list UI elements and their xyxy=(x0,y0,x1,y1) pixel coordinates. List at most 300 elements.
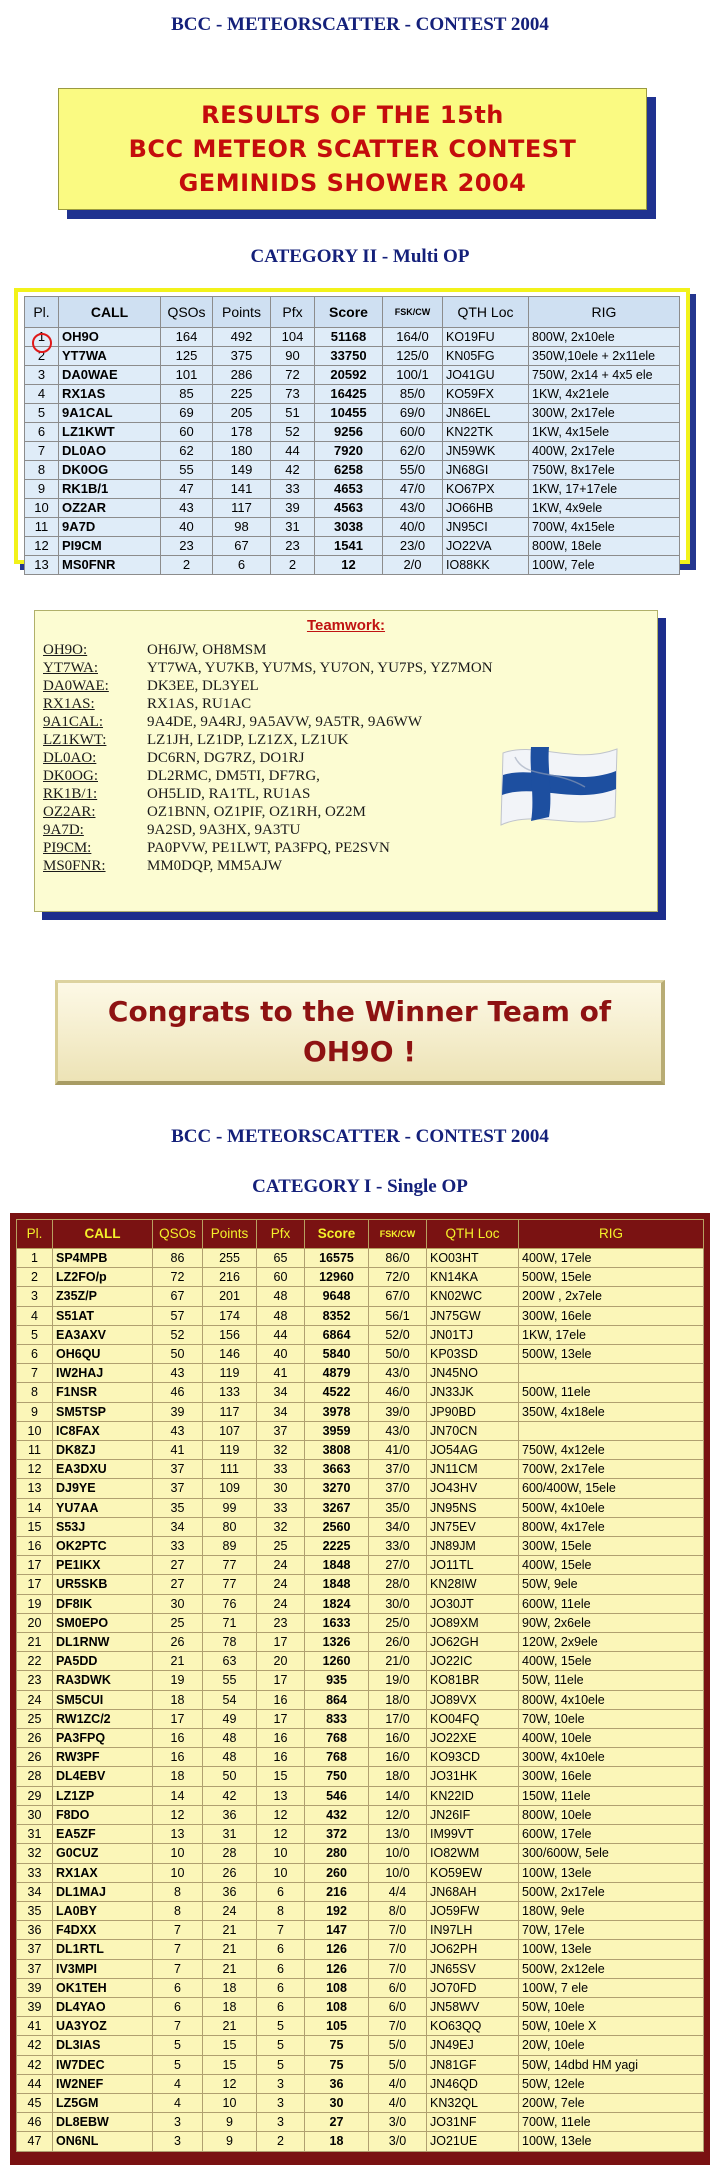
cell-fsk-cw: 46/0 xyxy=(369,1383,427,1402)
cell-place: 8 xyxy=(17,1383,53,1402)
cell-pfx: 72 xyxy=(271,366,315,385)
cell-qth-loc: JO43HV xyxy=(427,1479,519,1498)
cell-fsk-cw: 7/0 xyxy=(369,2017,427,2036)
cell-qsos: 17 xyxy=(153,1709,203,1728)
cell-qth-loc: JN75EV xyxy=(427,1517,519,1536)
cell-place: 47 xyxy=(17,2132,53,2151)
cell-pfx: 10 xyxy=(257,1844,305,1863)
cell-qsos: 50 xyxy=(153,1345,203,1364)
cell-rig xyxy=(519,1364,704,1383)
cell-fsk-cw: 43/0 xyxy=(383,499,443,518)
cell-rig: 50W, 11ele xyxy=(519,1671,704,1690)
cell-rig: 180W, 9ele xyxy=(519,1901,704,1920)
cell-points: 42 xyxy=(203,1786,257,1805)
cell-place: 6 xyxy=(25,423,59,442)
cell-score: 1848 xyxy=(305,1575,369,1594)
table-row xyxy=(25,423,680,442)
cell-score: 75 xyxy=(305,2036,369,2055)
cell-points: 15 xyxy=(203,2055,257,2074)
cell-fsk-cw: 100/1 xyxy=(383,366,443,385)
cell-rig: 1KW, 4x15ele xyxy=(529,423,680,442)
cell-rig: 150W, 11ele xyxy=(519,1786,704,1805)
cell-call: DL4YAO xyxy=(53,1997,153,2016)
cell-call: DK0OG xyxy=(59,461,161,480)
cell-pfx: 51 xyxy=(271,404,315,423)
cell-points: 36 xyxy=(203,1882,257,1901)
table-row xyxy=(25,537,680,556)
teamwork-row xyxy=(43,839,493,857)
cell-place: 4 xyxy=(17,1306,53,1325)
cell-qth-loc: JN68GI xyxy=(443,461,529,480)
cell-rig: 700W, 4x15ele xyxy=(529,518,680,537)
cell-qsos: 57 xyxy=(153,1306,203,1325)
cell-qsos: 16 xyxy=(153,1748,203,1767)
cell-fsk-cw: 2/0 xyxy=(383,556,443,575)
cell-points: 78 xyxy=(203,1633,257,1652)
table-row xyxy=(25,480,680,499)
cell-qth-loc: IM99VT xyxy=(427,1825,519,1844)
cell-qsos: 8 xyxy=(153,1882,203,1901)
cell-qsos: 85 xyxy=(161,385,213,404)
cell-pfx: 32 xyxy=(257,1441,305,1460)
table-row xyxy=(17,1690,704,1709)
cell-qth-loc: JO59FW xyxy=(427,1901,519,1920)
cell-pfx: 17 xyxy=(257,1671,305,1690)
cell-call: F1NSR xyxy=(53,1383,153,1402)
cell-fsk-cw: 21/0 xyxy=(369,1652,427,1671)
cell-call: PI9CM xyxy=(59,537,161,556)
cell-points: 99 xyxy=(203,1498,257,1517)
cell-score: 30 xyxy=(305,2093,369,2112)
cell-qsos: 10 xyxy=(153,1844,203,1863)
cell-points: 119 xyxy=(203,1364,257,1383)
cell-score: 768 xyxy=(305,1729,369,1748)
cell-place: 13 xyxy=(17,1479,53,1498)
congrats-line-2: OH9O ! xyxy=(302,1035,417,1068)
cell-call: 9A7D xyxy=(59,518,161,537)
banner-line-3: GEMINIDS SHOWER 2004 xyxy=(178,169,527,197)
cell-score: 20592 xyxy=(315,366,383,385)
cell-rig: 600W, 11ele xyxy=(519,1594,704,1613)
cell-qsos: 41 xyxy=(153,1441,203,1460)
cell-pfx: 8 xyxy=(257,1901,305,1920)
cell-rig: 300W, 16ele xyxy=(519,1767,704,1786)
col-header-rig: RIG xyxy=(529,297,680,328)
cell-qsos: 46 xyxy=(153,1383,203,1402)
cell-fsk-cw: 86/0 xyxy=(369,1249,427,1268)
cell-fsk-cw: 4/0 xyxy=(369,2074,427,2093)
cell-qth-loc: JN46QD xyxy=(427,2074,519,2093)
cell-fsk-cw: 7/0 xyxy=(369,1940,427,1959)
cell-place: 7 xyxy=(25,442,59,461)
table-row xyxy=(17,1287,704,1306)
cell-fsk-cw: 33/0 xyxy=(369,1537,427,1556)
cell-qsos: 62 xyxy=(161,442,213,461)
cell-pfx: 16 xyxy=(257,1748,305,1767)
cell-pfx: 25 xyxy=(257,1537,305,1556)
cell-rig: 100W, 7ele xyxy=(529,556,680,575)
cell-place: 13 xyxy=(25,556,59,575)
cell-points: 49 xyxy=(203,1709,257,1728)
cell-call: DL1RTL xyxy=(53,1940,153,1959)
table-row xyxy=(17,1460,704,1479)
teamwork-row xyxy=(43,821,493,839)
cell-pfx: 104 xyxy=(271,328,315,347)
cell-place: 15 xyxy=(17,1517,53,1536)
cell-points: 55 xyxy=(203,1671,257,1690)
cell-score: 372 xyxy=(305,1825,369,1844)
table-row xyxy=(25,442,680,461)
cell-place: 22 xyxy=(17,1652,53,1671)
cell-points: 77 xyxy=(203,1575,257,1594)
cell-points: 31 xyxy=(203,1825,257,1844)
cell-call: OH6QU xyxy=(53,1345,153,1364)
cell-qth-loc: JO89XM xyxy=(427,1613,519,1632)
table-row xyxy=(17,1959,704,1978)
cell-call: EA3DXU xyxy=(53,1460,153,1479)
col-header-fsk-cw: FSK/CW xyxy=(383,297,443,328)
cell-place: 30 xyxy=(17,1805,53,1824)
cell-qsos: 33 xyxy=(153,1537,203,1556)
cell-qth-loc: JO54AG xyxy=(427,1441,519,1460)
cell-qth-loc: JO31HK xyxy=(427,1767,519,1786)
cell-score: 2560 xyxy=(305,1517,369,1536)
cell-pfx: 6 xyxy=(257,1882,305,1901)
teamwork-row xyxy=(43,767,493,785)
cell-pfx: 16 xyxy=(257,1729,305,1748)
cell-score: 4653 xyxy=(315,480,383,499)
cell-rig: 120W, 2x9ele xyxy=(519,1633,704,1652)
cell-points: 36 xyxy=(203,1805,257,1824)
results-banner xyxy=(58,88,647,210)
page-title-2: BCC - METEORSCATTER - CONTEST 2004 xyxy=(171,1126,549,1147)
table-row xyxy=(17,1613,704,1632)
teamwork-row xyxy=(43,677,493,695)
cell-qsos: 7 xyxy=(153,1940,203,1959)
cell-rig: 100W, 13ele xyxy=(519,1863,704,1882)
cell-call: OH9O xyxy=(59,328,161,347)
cell-points: 9 xyxy=(203,2113,257,2132)
cell-points: 76 xyxy=(203,1594,257,1613)
cell-qsos: 8 xyxy=(153,1901,203,1920)
category-2-results xyxy=(14,288,690,572)
cell-points: 21 xyxy=(203,1940,257,1959)
cell-qsos: 125 xyxy=(161,347,213,366)
cell-pfx: 3 xyxy=(257,2074,305,2093)
cell-place: 11 xyxy=(25,518,59,537)
cell-qth-loc: JO89VX xyxy=(427,1690,519,1709)
teamwork-row xyxy=(43,659,493,677)
teamwork-row xyxy=(43,785,493,803)
cell-score: 6864 xyxy=(305,1325,369,1344)
cell-rig: 750W, 4x12ele xyxy=(519,1441,704,1460)
team-call: DL0AO: xyxy=(43,750,97,766)
cell-qsos: 10 xyxy=(153,1863,203,1882)
cell-points: 89 xyxy=(203,1537,257,1556)
cell-qsos: 27 xyxy=(153,1575,203,1594)
table-row xyxy=(17,2113,704,2132)
cell-qsos: 5 xyxy=(153,2055,203,2074)
cell-qsos: 3 xyxy=(153,2132,203,2151)
cell-rig: 20W, 10ele xyxy=(519,2036,704,2055)
cell-score: 1326 xyxy=(305,1633,369,1652)
category-2-title: CATEGORY II - Multi OP xyxy=(250,246,470,267)
cell-pfx: 48 xyxy=(257,1287,305,1306)
cell-qsos: 30 xyxy=(153,1594,203,1613)
cell-call: LZ1KWT xyxy=(59,423,161,442)
cell-call: S51AT xyxy=(53,1306,153,1325)
col-header-call: CALL xyxy=(53,1220,153,1249)
cell-fsk-cw: 23/0 xyxy=(383,537,443,556)
cell-qth-loc: JO30JT xyxy=(427,1594,519,1613)
cell-pfx: 32 xyxy=(257,1517,305,1536)
cell-score: 10455 xyxy=(315,404,383,423)
cell-qth-loc: KO59FX xyxy=(443,385,529,404)
cell-pfx: 2 xyxy=(271,556,315,575)
cell-pfx: 12 xyxy=(257,1805,305,1824)
cell-call: LZ5GM xyxy=(53,2093,153,2112)
cell-points: 375 xyxy=(213,347,271,366)
cell-fsk-cw: 10/0 xyxy=(369,1844,427,1863)
cell-fsk-cw: 4/0 xyxy=(369,2093,427,2112)
col-header-qsos: QSOs xyxy=(153,1220,203,1249)
teamwork-row xyxy=(43,803,493,821)
cell-points: 117 xyxy=(213,499,271,518)
cell-fsk-cw: 5/0 xyxy=(369,2036,427,2055)
teamwork-row xyxy=(43,713,493,731)
table-row xyxy=(17,1786,704,1805)
cell-call: OZ2AR xyxy=(59,499,161,518)
cell-place: 34 xyxy=(17,1882,53,1901)
cell-pfx: 52 xyxy=(271,423,315,442)
cell-fsk-cw: 6/0 xyxy=(369,1978,427,1997)
cell-score: 36 xyxy=(305,2074,369,2093)
cell-points: 24 xyxy=(203,1901,257,1920)
congrats-banner xyxy=(55,980,665,1085)
cell-place: 19 xyxy=(17,1594,53,1613)
cell-rig: 800W, 4x17ele xyxy=(519,1517,704,1536)
cell-qth-loc: KO81BR xyxy=(427,1671,519,1690)
cell-pfx: 5 xyxy=(257,2017,305,2036)
cell-fsk-cw: 10/0 xyxy=(369,1863,427,1882)
team-members: OH6JW, OH8MSM xyxy=(147,642,267,658)
cell-points: 146 xyxy=(203,1345,257,1364)
cell-call: EA3AXV xyxy=(53,1325,153,1344)
cell-qth-loc: JO62PH xyxy=(427,1940,519,1959)
banner-line-1: RESULTS OF THE 15th xyxy=(201,101,504,129)
table-row xyxy=(17,1306,704,1325)
cell-qsos: 7 xyxy=(153,1959,203,1978)
table-row xyxy=(17,2074,704,2093)
cell-points: 48 xyxy=(203,1729,257,1748)
cell-place: 35 xyxy=(17,1901,53,1920)
cell-qth-loc: KO63QQ xyxy=(427,2017,519,2036)
cell-rig: 600W, 17ele xyxy=(519,1825,704,1844)
table-row xyxy=(17,1575,704,1594)
cell-place: 44 xyxy=(17,2074,53,2093)
team-members: MM0DQP, MM5AJW xyxy=(147,858,283,874)
cell-score: 147 xyxy=(305,1921,369,1940)
cell-fsk-cw: 72/0 xyxy=(369,1268,427,1287)
cell-pfx: 33 xyxy=(257,1460,305,1479)
cell-pfx: 12 xyxy=(257,1825,305,1844)
cell-place: 37 xyxy=(17,1940,53,1959)
cell-rig: 500W, 4x10ele xyxy=(519,1498,704,1517)
cell-qsos: 18 xyxy=(153,1767,203,1786)
cell-place: 7 xyxy=(17,1364,53,1383)
cell-qsos: 52 xyxy=(153,1325,203,1344)
cell-fsk-cw: 7/0 xyxy=(369,1959,427,1978)
teamwork-row xyxy=(43,857,493,875)
cell-place: 28 xyxy=(17,1767,53,1786)
cell-call: DL0AO xyxy=(59,442,161,461)
cell-place: 26 xyxy=(17,1748,53,1767)
table-row xyxy=(17,2017,704,2036)
cell-call: SM5CUI xyxy=(53,1690,153,1709)
cell-pfx: 17 xyxy=(257,1709,305,1728)
team-call: DA0WAE: xyxy=(43,678,109,694)
cell-pfx: 10 xyxy=(257,1863,305,1882)
teamwork-row xyxy=(43,641,493,659)
cell-rig: 70W, 17ele xyxy=(519,1921,704,1940)
table-row xyxy=(17,1498,704,1517)
cell-score: 3267 xyxy=(305,1498,369,1517)
cell-points: 133 xyxy=(203,1383,257,1402)
cell-score: 1824 xyxy=(305,1594,369,1613)
cell-points: 21 xyxy=(203,2017,257,2036)
col-header-place: Pl. xyxy=(17,1220,53,1249)
table-row xyxy=(25,461,680,480)
cell-pfx: 33 xyxy=(257,1498,305,1517)
cell-place: 3 xyxy=(17,1287,53,1306)
cell-qsos: 14 xyxy=(153,1786,203,1805)
cell-qsos: 69 xyxy=(161,404,213,423)
page-title: BCC - METEORSCATTER - CONTEST 2004 xyxy=(171,14,549,35)
cell-place: 11 xyxy=(17,1441,53,1460)
cell-qth-loc: JO11TL xyxy=(427,1556,519,1575)
col-header-call: CALL xyxy=(59,297,161,328)
cell-place: 5 xyxy=(17,1325,53,1344)
cell-rig: 400W, 15ele xyxy=(519,1556,704,1575)
cell-score: 750 xyxy=(305,1767,369,1786)
cell-fsk-cw: 7/0 xyxy=(369,1921,427,1940)
cell-points: 50 xyxy=(203,1767,257,1786)
cell-score: 260 xyxy=(305,1863,369,1882)
cell-place: 10 xyxy=(17,1421,53,1440)
cell-pfx: 13 xyxy=(257,1786,305,1805)
cell-call: UR5SKB xyxy=(53,1575,153,1594)
cell-points: 141 xyxy=(213,480,271,499)
cell-call: RA3DWK xyxy=(53,1671,153,1690)
cell-place: 1 xyxy=(25,328,59,347)
cell-pfx: 44 xyxy=(271,442,315,461)
cell-call: EA5ZF xyxy=(53,1825,153,1844)
cell-call: YU7AA xyxy=(53,1498,153,1517)
cell-rig: 50W, 12ele xyxy=(519,2074,704,2093)
cell-qth-loc: JN89JM xyxy=(427,1537,519,1556)
cell-fsk-cw: 4/4 xyxy=(369,1882,427,1901)
cell-score: 51168 xyxy=(315,328,383,347)
cell-place: 2 xyxy=(17,1268,53,1287)
table-row xyxy=(17,1882,704,1901)
cell-points: 18 xyxy=(203,1978,257,1997)
teamwork-title: Teamwork: xyxy=(306,617,386,634)
table-row xyxy=(17,2055,704,2074)
cell-call: DK8ZJ xyxy=(53,1441,153,1460)
cell-qth-loc: JN33JK xyxy=(427,1383,519,1402)
cell-place: 33 xyxy=(17,1863,53,1882)
cell-call: DL4EBV xyxy=(53,1767,153,1786)
cell-pfx: 6 xyxy=(257,1959,305,1978)
table-row xyxy=(17,1421,704,1440)
cell-rig: 50W, 10ele X xyxy=(519,2017,704,2036)
cell-points: 492 xyxy=(213,328,271,347)
cell-score: 3978 xyxy=(305,1402,369,1421)
cell-rig: 500W, 2x17ele xyxy=(519,1882,704,1901)
cell-rig xyxy=(519,1421,704,1440)
cell-qsos: 5 xyxy=(153,2036,203,2055)
cell-points: 205 xyxy=(213,404,271,423)
cell-rig: 750W, 2x14 + 4x5 ele xyxy=(529,366,680,385)
cell-place: 29 xyxy=(17,1786,53,1805)
cell-place: 12 xyxy=(17,1460,53,1479)
cell-pfx: 41 xyxy=(257,1364,305,1383)
cell-fsk-cw: 35/0 xyxy=(369,1498,427,1517)
cell-points: 109 xyxy=(203,1479,257,1498)
banner-line-2: BCC METEOR SCATTER CONTEST xyxy=(128,135,577,163)
cell-score: 6258 xyxy=(315,461,383,480)
cell-place: 25 xyxy=(17,1709,53,1728)
cell-pfx: 60 xyxy=(257,1268,305,1287)
cell-qth-loc: IN97LH xyxy=(427,1921,519,1940)
cell-qsos: 67 xyxy=(153,1287,203,1306)
cell-fsk-cw: 25/0 xyxy=(369,1613,427,1632)
team-members: LZ1JH, LZ1DP, LZ1ZX, LZ1UK xyxy=(147,732,349,748)
team-call: RX1AS: xyxy=(43,696,95,712)
cell-qsos: 4 xyxy=(153,2093,203,2112)
cell-rig: 300W, 15ele xyxy=(519,1537,704,1556)
cell-qth-loc: JN45NO xyxy=(427,1364,519,1383)
cell-pfx: 48 xyxy=(257,1306,305,1325)
table-row xyxy=(25,328,680,347)
cell-call: RW3PF xyxy=(53,1748,153,1767)
team-call: 9A7D: xyxy=(43,822,84,838)
cell-pfx: 65 xyxy=(257,1249,305,1268)
cell-fsk-cw: 27/0 xyxy=(369,1556,427,1575)
table-row xyxy=(17,2132,704,2151)
team-call: MS0FNR: xyxy=(43,858,106,874)
cell-rig: 1KW, 4x21ele xyxy=(529,385,680,404)
cell-call: DL3IAS xyxy=(53,2036,153,2055)
col-header-qth-loc: QTH Loc xyxy=(427,1220,519,1249)
table-row xyxy=(17,1345,704,1364)
cell-points: 117 xyxy=(203,1402,257,1421)
cell-fsk-cw: 17/0 xyxy=(369,1709,427,1728)
cell-rig: 500W, 11ele xyxy=(519,1383,704,1402)
col-header-pfx: Pfx xyxy=(271,297,315,328)
cell-score: 3038 xyxy=(315,518,383,537)
cell-pfx: 7 xyxy=(257,1921,305,1940)
cell-pfx: 34 xyxy=(257,1383,305,1402)
cell-call: DL1RNW xyxy=(53,1633,153,1652)
cell-rig: 700W, 11ele xyxy=(519,2113,704,2132)
cell-fsk-cw: 5/0 xyxy=(369,2055,427,2074)
cell-place: 6 xyxy=(17,1345,53,1364)
cell-place: 17 xyxy=(17,1575,53,1594)
teamwork-row xyxy=(43,731,493,749)
cell-score: 12960 xyxy=(305,1268,369,1287)
team-members: DL2RMC, DM5TI, DF7RG, xyxy=(147,768,320,784)
